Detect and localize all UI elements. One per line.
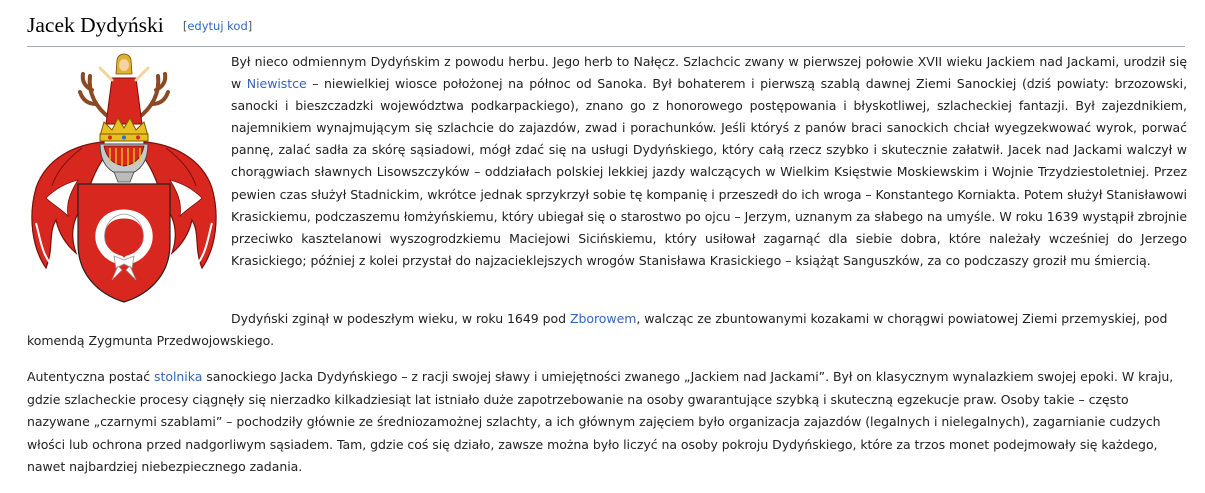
paragraph-2 xyxy=(27,308,1187,352)
paragraph-3-text-a: Autentyczna postać xyxy=(27,369,155,384)
shield xyxy=(78,184,170,302)
paragraph-2-text xyxy=(27,308,1187,352)
link-stolnik[interactable]: stolnika xyxy=(154,369,203,384)
paragraph-3 xyxy=(27,366,1187,479)
paragraph-3-text xyxy=(27,366,1187,479)
edit-section xyxy=(183,19,252,33)
section-title: Jacek Dydyński xyxy=(27,13,164,37)
paragraph-2-text-b: , walcząc ze zbuntowanymi kozakami w chorągwi powiatowej Ziemi przemyskiej, pod komendą Zygmunta Przedwojowskiego. xyxy=(27,311,1168,349)
link-zborow[interactable]: Zborowem xyxy=(569,311,637,326)
edit-bracket-close: ] xyxy=(247,19,253,33)
paragraph-1-text-a: Był nieco odmiennym Dydyńskim z powodu herbu. Jego herb to Nałęcz. Szlachcic zwany w pierwszej połowie XVII wieku Jackiem nad Jackami, urodził się w xyxy=(231,54,1187,92)
paragraph-1-text xyxy=(231,51,1187,272)
edit-bracket-open: [ xyxy=(182,19,188,33)
paragraph-1 xyxy=(231,51,1187,272)
link-niewistka[interactable]: Niewistce xyxy=(246,76,307,92)
coat-of-arms-image[interactable] xyxy=(26,48,222,304)
paragraph-1-text-b: – niewielkiej wiosce położonej na północ od Sanoka. Był bohaterem i pierwszą szablą dawnej Ziemi Sanockiej (dziś powiaty: brzozowski, sanocki i bieszczadzki województwa podkarpackiego), znano go z honorowego postępowania i błyskotliwej, szlacheckiej fantazji. Był zajezdnikiem, najemnikiem wynajmującym się szlachcie do zajazdów, zwad i porachunków. Jeśli któryś z panów braci sanockich chciał wyegzekwować wyrok, porwać pannę, zalać sadła za skórę sąsiadowi, mógł zdać się na usługi Dydyńskiego, który całą rzecz szybko i skutecznie załatwił. Jacek nad Jackami walczył w chorągwiach sławnych Lisowszczyków – oddziałach polskiej lekkiej jazdy walczących w Wielkim Księstwie Moskiewskim i Wojnie Trzydziestoletniej. Przez pewien czas służył Stadnickim, wkrótce jednak sprzykrzył sobie tę kompanię i przeszedł do ich wroga – Konstantego Korniakta. Potem służył Stanisławowi Krasickiemu, podczaszemu łomżyńskiemu, który ubiegał się o starostwo po ojcu – Jerzym, uznanym za słabego na umyśle. W roku 1639 wystąpił zbrojnie przeciwko kasztelanowi wyszogrodzkiemu Maciejowi Sicińskiemu, który usiłował zagarnąć dla siebie dobra, które należały wcześniej do Jerzego Krasickiego; później z kolei przystał do najzacieklejszych wrogów Stanisława Krasickiego – książąt Sanguszków, za co podczaszy groził mu śmiercią. xyxy=(231,76,1187,268)
helmet xyxy=(100,144,148,182)
paragraph-2-text-a: Dydyński zginął w podeszłym wieku, w roku 1649 pod xyxy=(231,311,570,326)
edit-source-link[interactable]: edytuj kod xyxy=(187,19,248,33)
section-heading xyxy=(27,12,1185,47)
paragraph-3-text-b: sanockiego Jacka Dydyńskiego – z racji swojej sławy i umiejętności zwanego „Jackiem nad Jackami”. Był on klasycznym wynalazkiem swojej epoki. W kraju, gdzie szlacheckie procesy ciągnęły się nierzadko kilkadziesiąt lat istniało duże zapotrzebowanie na osoby gwarantujące szybką i skuteczną egzekucje praw. Osoby takie – często nazywane „czarnymi szablami” – pochodziły głównie ze średniozamożnej szlachty, a ich głównym zajęciem było organizacja zajazdów (legalnych i nielegalnych), zagarnianie cudzych włości lub ochrona przed nadgorliwym sąsiadem. Tam, gdzie coś się działo, zawsze można było liczyć na osoby pokroju Dydyńskiego, które za trzos monet podejmowały się każdego, nawet najbardziej niebezpiecznego zadania. xyxy=(27,369,1174,475)
maiden-crest xyxy=(100,54,148,124)
